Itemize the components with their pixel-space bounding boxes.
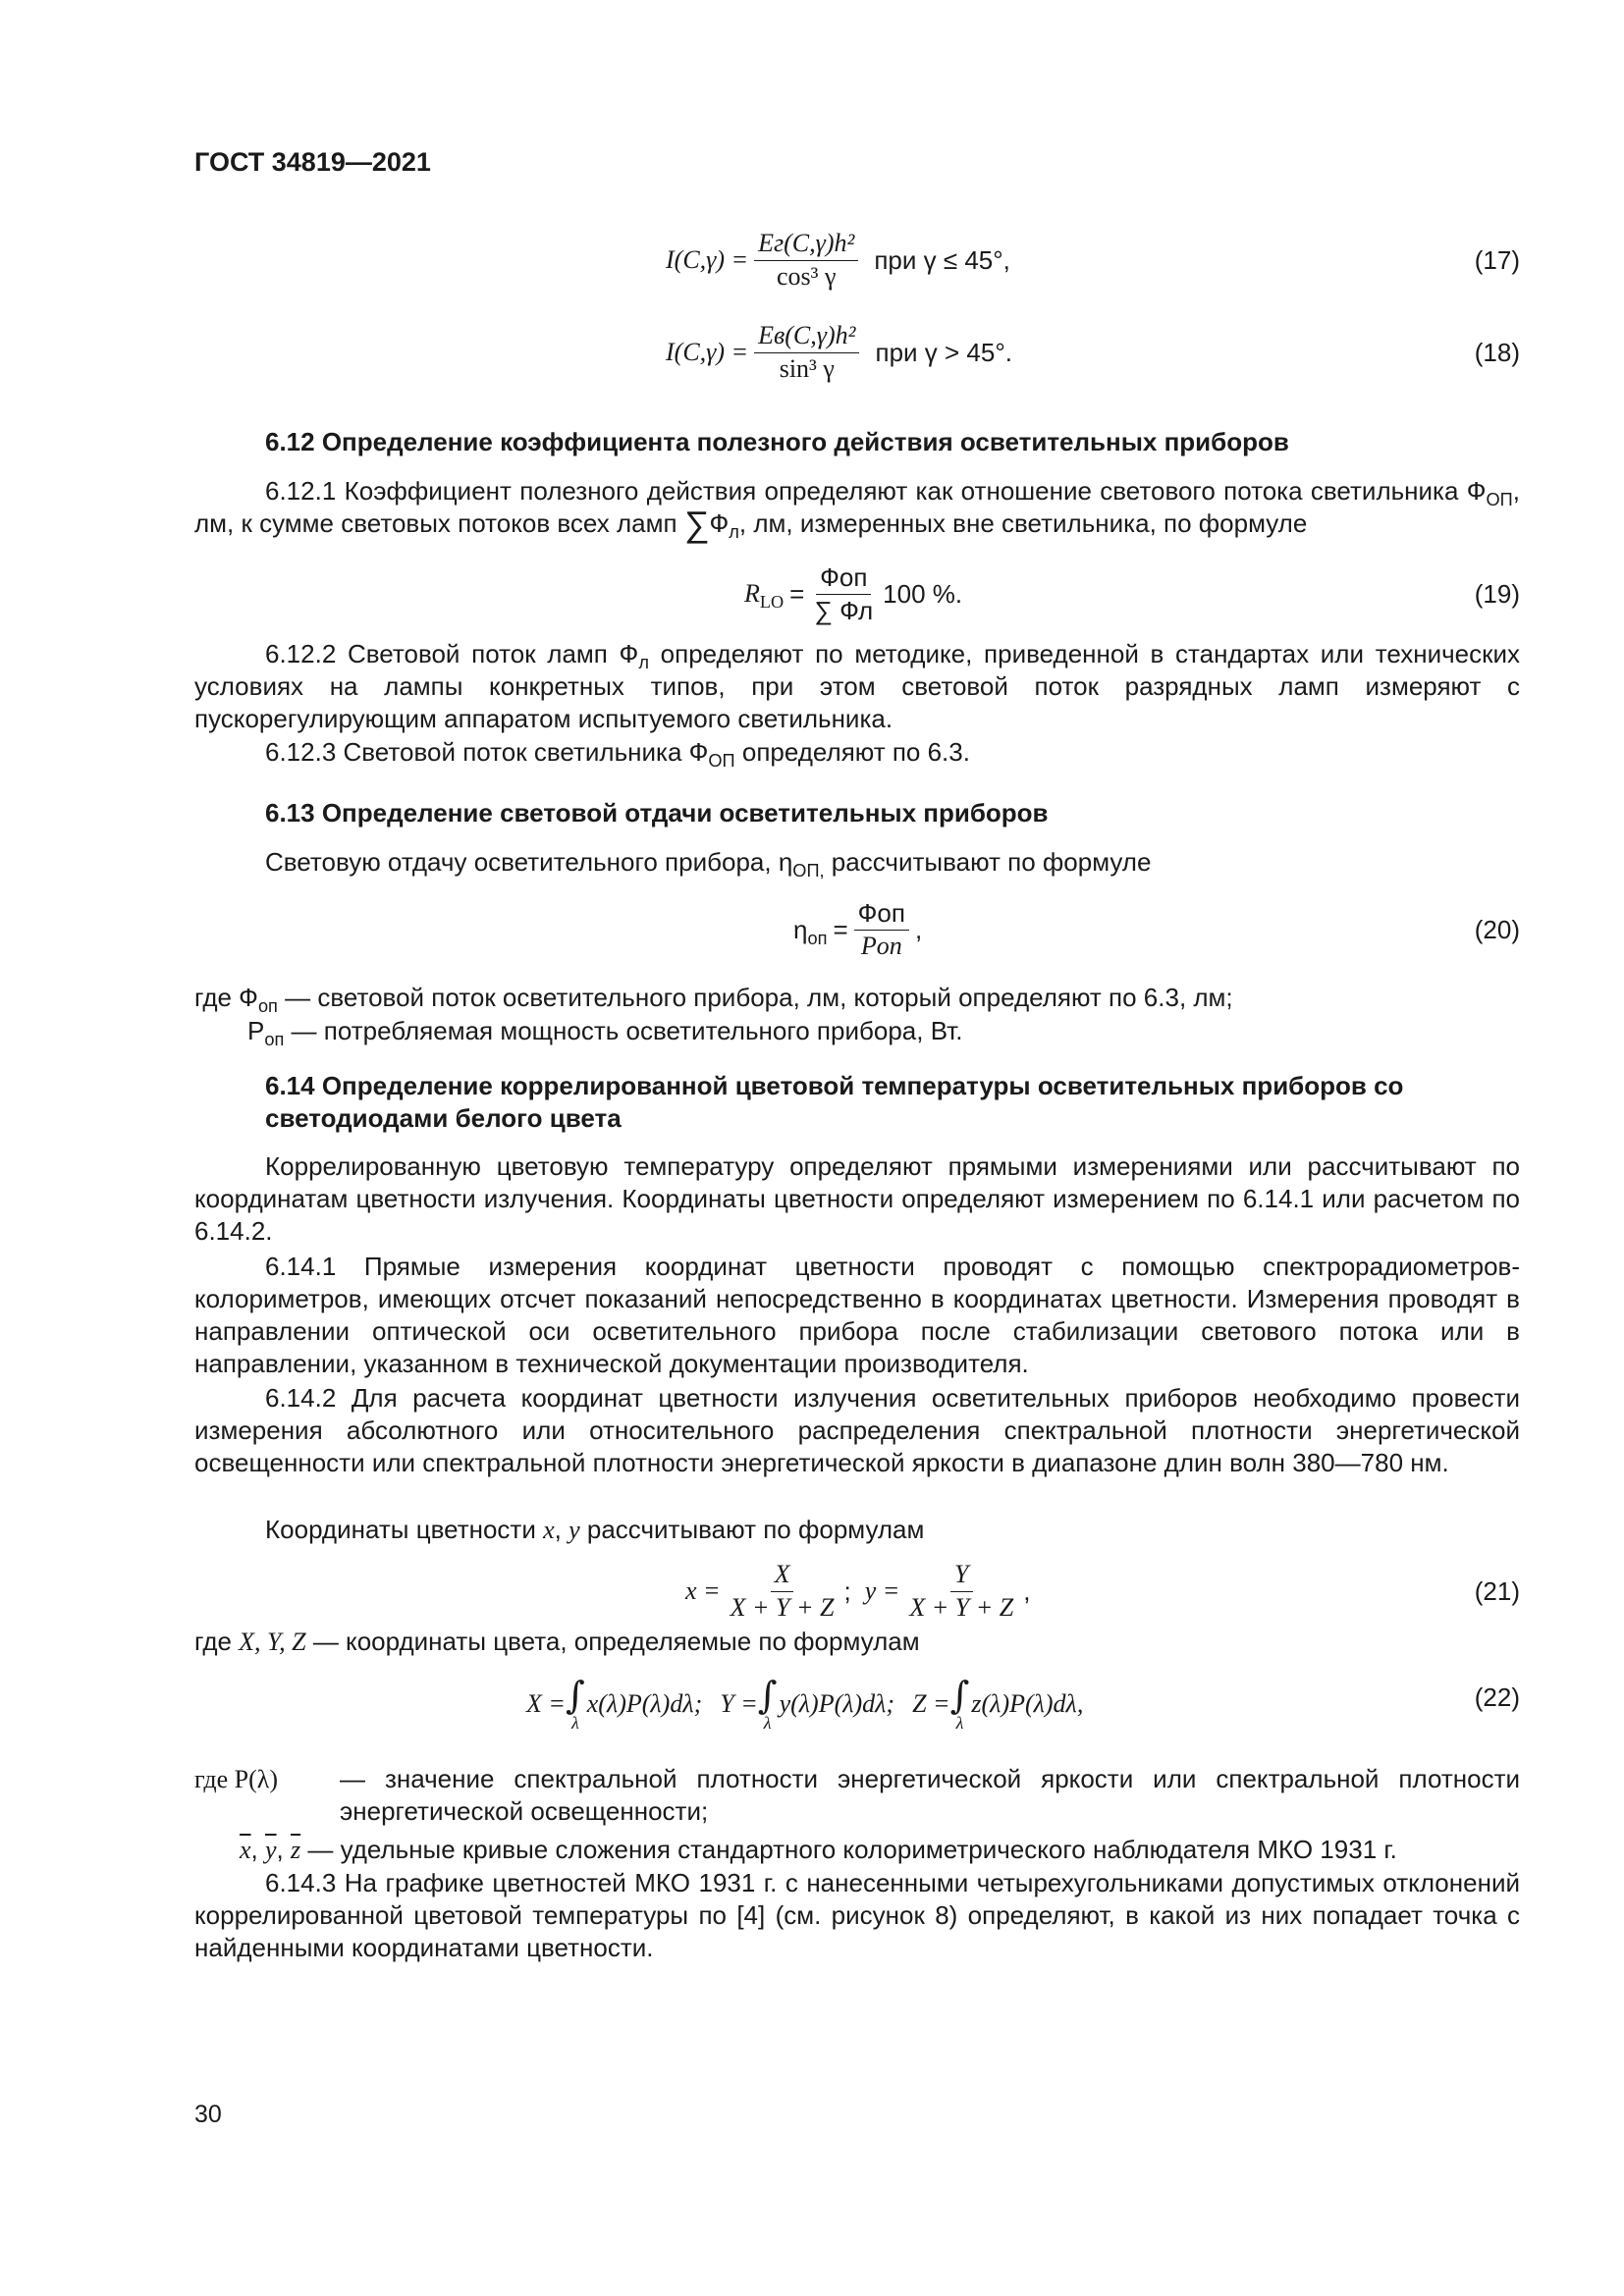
formula-20-fraction — [854, 899, 909, 960]
paragraph-6-14-1: 6.14.1 Прямые измерения координат цветности проводят с помощью спектрорадиометров-колориметров, имеющих отсчет показаний непосредственно в координатах цветности. Измерения проводят в направлении оптической оси осветительного прибора после стабилизации светового потока или в направлении, указанном в технической документации производителя. — [194, 1252, 1520, 1378]
formula-18-numerator: Eв(C,γ)h² — [754, 322, 859, 353]
formula-17-number: (17) — [1474, 244, 1520, 275]
formula-19-equals: = — [789, 578, 805, 609]
formula-19 — [194, 560, 1520, 628]
formula-17-lhs: I(C,γ) = — [666, 245, 749, 274]
formula-20-denominator: Pоп — [860, 931, 902, 960]
formula-19-numerator: Фоп — [816, 563, 871, 595]
formula-19-number: (19) — [1474, 578, 1520, 609]
formula-20-number: (20) — [1474, 914, 1520, 944]
integral-icon: ∫ — [757, 1674, 778, 1717]
formula-20-tail: , — [914, 914, 923, 944]
where-xyz: где X, Y, Z — координаты цвета, определяемые по формулам — [194, 1627, 920, 1656]
formula-18-condition: при γ > 45°. — [875, 337, 1012, 367]
integral-icon: ∫ — [565, 1674, 585, 1717]
formula-19-denominator: ∑ Фл — [814, 595, 874, 625]
page-number: 30 — [194, 2101, 222, 2128]
formula-21-y-lhs: y = — [864, 1576, 900, 1605]
formula-21: x = $\frac{X}{X + Y + Z}$ ; y = $\frac{Y}{X + Y + Z}$ , (21) — [194, 1557, 1520, 1626]
paragraph-6-12-3: 6.12.3 Световой поток светильника $Ф_{ОП}$ определяют по 6.3. — [265, 737, 970, 772]
formula-17-numerator: Eг(C,γ)h² — [754, 230, 858, 261]
where-phi-op: где $Ф_{оп}$ — световой поток осветительного прибора, лм, который определяют по 6.3, лм; — [194, 983, 1233, 1017]
formula-18-lhs: I(C,γ) = — [666, 338, 749, 366]
formula-21-y-fraction: $\frac{Y}{X + Y + Z}$ — [909, 1559, 1014, 1622]
formula-20 — [194, 895, 1520, 964]
formula-20-equals: = — [833, 914, 848, 944]
formula-18-fraction — [754, 322, 859, 383]
where-color-matching-functions: $\overline{x}$, $\overline{y}$, $\overline{z}$ — удельные кривые сложения стандартного колориметрического наблюдателя МКО 1931 г. — [240, 1835, 1397, 1864]
formula-20-numerator: Фоп — [854, 899, 909, 931]
formula-17 — [194, 226, 1520, 294]
paragraph-6-12-1: 6.12.1 Коэффициент полезного действия определяют как отношение светового потока светильника $Ф_{ОП}$, лм, к сумме световых потоков всех ламп $\sum Ф_л$, лм, измеренных вне светильника, по формуле — [194, 476, 1520, 544]
formula-17-denominator: cos³ γ — [777, 261, 837, 291]
formula-21-x-lhs: x = — [685, 1576, 721, 1605]
integral-icon: ∫ — [949, 1674, 970, 1717]
paragraph-6-14: Коррелированную цветовую температуру определяют прямыми измерениями или рассчитывают по координатам цветности излучения. Координаты цветности определяют измерением по 6.14.1 или расчетом по 6.14.2. — [194, 1151, 1520, 1246]
formula-18-number: (18) — [1474, 337, 1520, 367]
formula-17-fraction — [754, 230, 858, 291]
formula-18-denominator: sin³ γ — [779, 353, 835, 383]
section-heading-6-14: 6.14 Определение коррелированной цветовой температуры осветительных приборов со светодиодами белого цвета — [265, 1071, 1404, 1133]
formula-21-x-fraction: $\frac{X}{X + Y + Z}$ — [730, 1559, 835, 1622]
formula-18 — [194, 318, 1520, 387]
formula-22-number: (22) — [1474, 1682, 1520, 1712]
section-heading-6-13: 6.13 Определение световой отдачи осветительных приборов — [265, 798, 1049, 828]
formula-17-condition: при γ ≤ 45°, — [874, 244, 1010, 275]
paragraph-6-12-2: 6.12.2 Световой поток ламп $Ф_л$ определяют по методике, приведенной в стандартах или технических условиях на лампы конкретных типов, при этом световой поток разрядных ламп измеряют с пускорегулирующим аппаратом испытуемого светильника. — [194, 639, 1520, 733]
section-heading-6-12: 6.12 Определение коэффициента полезного действия осветительных приборов — [265, 427, 1289, 456]
formula-22: X = ∫ λ x(λ)P(λ)dλ; Y = ∫ λ y(λ)P(λ)dλ; Z = ∫ λ z(λ)P(λ)dλ, (22) — [194, 1663, 1520, 1745]
formula-19-lhs: $R_{LO}$ — [744, 579, 785, 613]
paragraph-6-14-3: 6.14.3 На графике цветностей МКО 1931 г. с нанесенными четырехугольниками допустимых отклонений коррелированной цветовой температуры по [4] (см. рисунок 8) определяют, в какой из них попадает точка с найденными координатами цветности. — [194, 1868, 1520, 1962]
paragraph-6-13: Световую отдачу осветительного прибора, $\eta_{ОП,}$ рассчитывают по формуле — [265, 847, 1152, 881]
paragraph-6-14-2: 6.14.2 Для расчета координат цветности излучения осветительных приборов необходимо провести измерения абсолютного или относительного распределения спектральной плотности энергетической освещенности или спектральной плотности энергетической яркости в диапазоне длин волн 380—780 нм. — [194, 1383, 1520, 1477]
where-p-op: $P_{оп}$ — потребляемая мощность осветительного прибора, Вт. — [247, 1016, 963, 1050]
formula-19-tail: 100 %. — [883, 578, 963, 609]
document-header: ГОСТ 34819—2021 — [194, 147, 431, 177]
formula-19-fraction — [810, 563, 877, 624]
where-p-lambda: где P(λ) — значение спектральной плотности энергетической яркости или спектральной плотности энергетической освещенности; — [194, 1764, 1520, 1826]
formula-20-lhs: $\eta_{оп}$ — [793, 914, 828, 948]
formula-21-number: (21) — [1474, 1575, 1520, 1606]
paragraph-chromaticity-coordinates: Координаты цветности x, y рассчитывают по формулам — [265, 1515, 925, 1544]
